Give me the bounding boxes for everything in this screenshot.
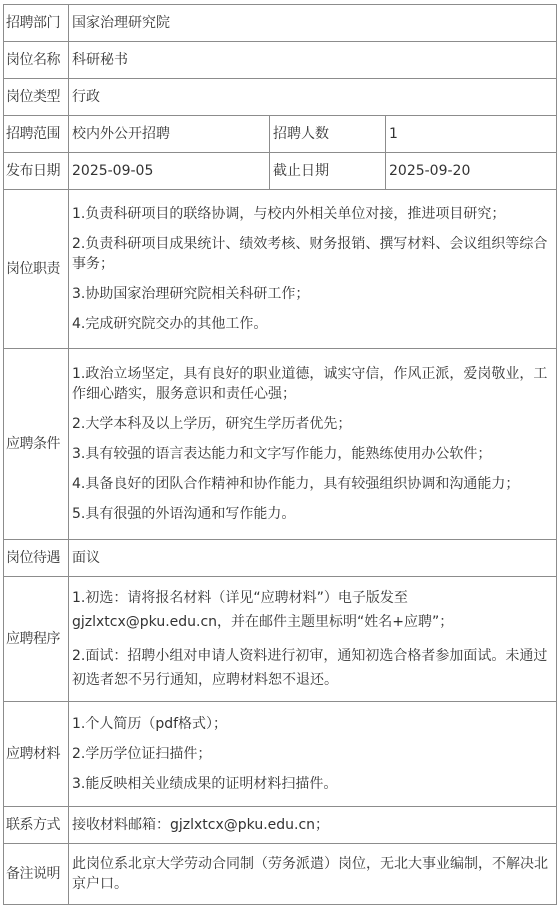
duties-label: 岗位职责 bbox=[4, 190, 69, 349]
requirement-item: 1.政治立场坚定，具有良好的职业道德，诚实守信，作风正派，爱岗敬业，工作细心踏实，服务意识和责任心强； bbox=[72, 366, 548, 402]
scope-label: 招聘范围 bbox=[4, 116, 69, 153]
materials-value bbox=[69, 702, 557, 807]
row-duties bbox=[4, 190, 557, 349]
contact-value: 接收材料邮箱：gjzlxtcx@pku.edu.cn； bbox=[69, 807, 557, 844]
position-name-label: 岗位名称 bbox=[4, 42, 69, 79]
publish-date-label: 发布日期 bbox=[4, 153, 69, 190]
material-item: 2.学历学位证扫描件； bbox=[72, 746, 212, 762]
procedure-label: 应聘程序 bbox=[4, 577, 69, 702]
material-item: 1.个人简历（pdf格式）； bbox=[72, 716, 228, 732]
scope-value: 校内外公开招聘 bbox=[69, 116, 270, 153]
requirement-item: 5.具有很强的外语沟通和写作能力。 bbox=[72, 506, 296, 522]
publish-date-value: 2025-09-05 bbox=[69, 153, 270, 190]
treatment-value: 面议 bbox=[69, 540, 557, 577]
duties-value bbox=[69, 190, 557, 349]
position-name-value: 科研秘书 bbox=[69, 42, 557, 79]
position-type-label: 岗位类型 bbox=[4, 79, 69, 116]
department-value: 国家治理研究院 bbox=[69, 5, 557, 42]
row-scope bbox=[4, 116, 557, 153]
position-type-value: 行政 bbox=[69, 79, 557, 116]
remarks-value: 此岗位系北京大学劳动合同制（劳务派遣）岗位，无北大事业编制，不解决北京户口。 bbox=[69, 844, 557, 905]
row-procedure bbox=[4, 577, 557, 702]
remarks-label: 备注说明 bbox=[4, 844, 69, 905]
row-requirements bbox=[4, 349, 557, 540]
count-value: 1 bbox=[386, 116, 557, 153]
department-label: 招聘部门 bbox=[4, 5, 69, 42]
deadline-label: 截止日期 bbox=[270, 153, 386, 190]
row-materials bbox=[4, 702, 557, 807]
row-treatment bbox=[4, 540, 557, 577]
row-position-name bbox=[4, 42, 557, 79]
requirements-label: 应聘条件 bbox=[4, 349, 69, 540]
contact-label: 联系方式 bbox=[4, 807, 69, 844]
procedure-item: 2.面试：招聘小组对申请人资料进行初审，通知初选合格者参加面试。未通过初选者恕不另行通知，应聘材料恕不退还。 bbox=[72, 648, 548, 688]
row-dates bbox=[4, 153, 557, 190]
duty-item: 1.负责科研项目的联络协调，与校内外相关单位对接，推进项目研究； bbox=[72, 206, 506, 222]
duty-item: 4.完成研究院交办的其他工作。 bbox=[72, 316, 268, 332]
materials-label: 应聘材料 bbox=[4, 702, 69, 807]
procedure-value bbox=[69, 577, 557, 702]
row-contact bbox=[4, 807, 557, 844]
row-department bbox=[4, 5, 557, 42]
material-item: 3.能反映相关业绩成果的证明材料扫描件。 bbox=[72, 776, 338, 792]
treatment-label: 岗位待遇 bbox=[4, 540, 69, 577]
requirement-item: 2.大学本科及以上学历，研究生学历者优先； bbox=[72, 416, 352, 432]
duty-item: 3.协助国家治理研究院相关科研工作； bbox=[72, 286, 310, 302]
requirements-value bbox=[69, 349, 557, 540]
requirement-item: 4.具备良好的团队合作精神和协作能力，具有较强组织协调和沟通能力； bbox=[72, 476, 520, 492]
job-posting-table bbox=[3, 4, 557, 905]
requirement-item: 3.具有较强的语言表达能力和文字写作能力，能熟练使用办公软件； bbox=[72, 446, 492, 462]
count-label: 招聘人数 bbox=[270, 116, 386, 153]
procedure-item: 1.初选：请将报名材料（详见“应聘材料”）电子版发至gjzlxtcx@pku.edu.cn，并在邮件主题里标明“姓名+应聘”； bbox=[72, 590, 454, 630]
duty-item: 2.负责科研项目成果统计、绩效考核、财务报销、撰写材料、会议组织等综合事务； bbox=[72, 236, 548, 272]
deadline-value: 2025-09-20 bbox=[386, 153, 557, 190]
row-position-type bbox=[4, 79, 557, 116]
row-remarks bbox=[4, 844, 557, 905]
